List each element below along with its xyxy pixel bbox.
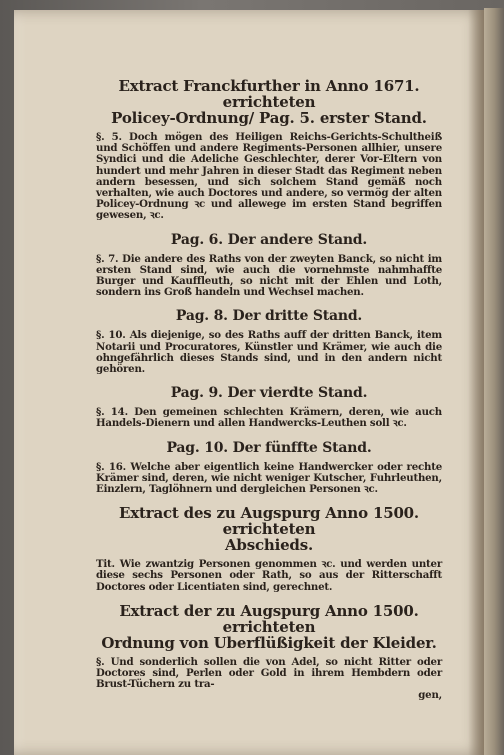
page-text: [96, 78, 442, 702]
catchword: gen,: [418, 689, 442, 702]
paragraph-adel: §. Und sonderlich sollen die von Adel, so nicht Ritter oder Doctores sind, Perlen oder Gold in ihrem Hembdern oder Brust-Tüchern zu tra-: [96, 655, 442, 691]
paragraph-14: §. 14. Den gemeinen schlechten Krämern, deren, wie auch Handels-Dienern und allen Handwercks-Leuthen soll ꝛc.: [96, 406, 442, 430]
heading-kleiderordnung-line2: Ordnung von Uberflüßigkeit der Kleider.: [101, 633, 437, 652]
paragraph-tit: Tit. Wie zwantzig Personen genommen ꝛc. und werden unter diese sechs Personen oder Rath, so aus der Ritterschafft Doctores oder Licentiaten sind, gerechnet.: [96, 558, 442, 593]
heading-frankfurt: [96, 78, 442, 126]
paragraph-10: §. 10. Als diejenige, so des Raths auff der dritten Banck, item Notarii und Procuratores, Künstler und Krämer, wie auch die ohngefährlich dieses Stands sind, und in den andern nicht gehören.: [96, 329, 442, 376]
heading-kleiderordnung-line1: Extract der zu Augspurg Anno 1500. errichteten: [119, 601, 419, 636]
heading-fuenffte-stand: Pag. 10. Der fünffte Stand.: [166, 439, 372, 456]
heading-frankfurt-line1: Extract Franckfurther in Anno 1671. errichteten: [118, 77, 420, 111]
page-gutter-shadow: [468, 10, 484, 755]
heading-vierdte-stand: Pag. 9. Der vierdte Stand.: [170, 385, 368, 402]
paragraph-7: §. 7. Die andere des Raths von der zweyten Banck, so nicht im ersten Stand sind, wie auch die vornehmste nahmhaffte Burger und Kauffleuth, so nicht mit der Ehlen und Loth, sondern ins Groß handeln und Wechsel machen.: [96, 252, 442, 299]
paragraph-5: §. 5. Doch mögen des Heiligen Reichs-Gerichts-Schultheiß und Schöffen und andere Regiments-Personen allhier, unsere Syndici und die Adeliche Geschlechter, derer Vor-Eltern von hundert und mehr Jahren in dieser Stadt das Regiment neben andern besessen, und sich solchem Stand gemäß noch verhalten, wie auch Doctores und andere, so vermög der alten Policey-Ordnung ꝛc und allewege im ersten Stand begriffen gewesen, ꝛc.: [96, 131, 442, 222]
heading-dritte-stand: Pag. 8. Der dritte Stand.: [175, 308, 363, 325]
heading-augsburg-abschied-line1: Extract des zu Augspurg Anno 1500. errichteten: [119, 504, 419, 539]
facing-page-edge: [484, 8, 504, 755]
heading-augsburg-abschied: [96, 505, 442, 553]
heading-kleiderordnung: [96, 603, 442, 651]
heading-frankfurt-line2: Policey-Ordnung/ Pag. 5. erster Stand.: [111, 109, 427, 127]
heading-augsburg-abschied-line2: Abschieds.: [224, 536, 313, 555]
paragraph-16: §. 16. Welche aber eigentlich keine Handwercker oder rechte Krämer sind, deren, wie nicht weniger Kutscher, Fuhrleuthen, Einzlern, Taglöhnern und dergleichen Personen ꝛc.: [96, 460, 442, 496]
heading-andere-stand: Pag. 6. Der andere Stand.: [170, 231, 368, 248]
